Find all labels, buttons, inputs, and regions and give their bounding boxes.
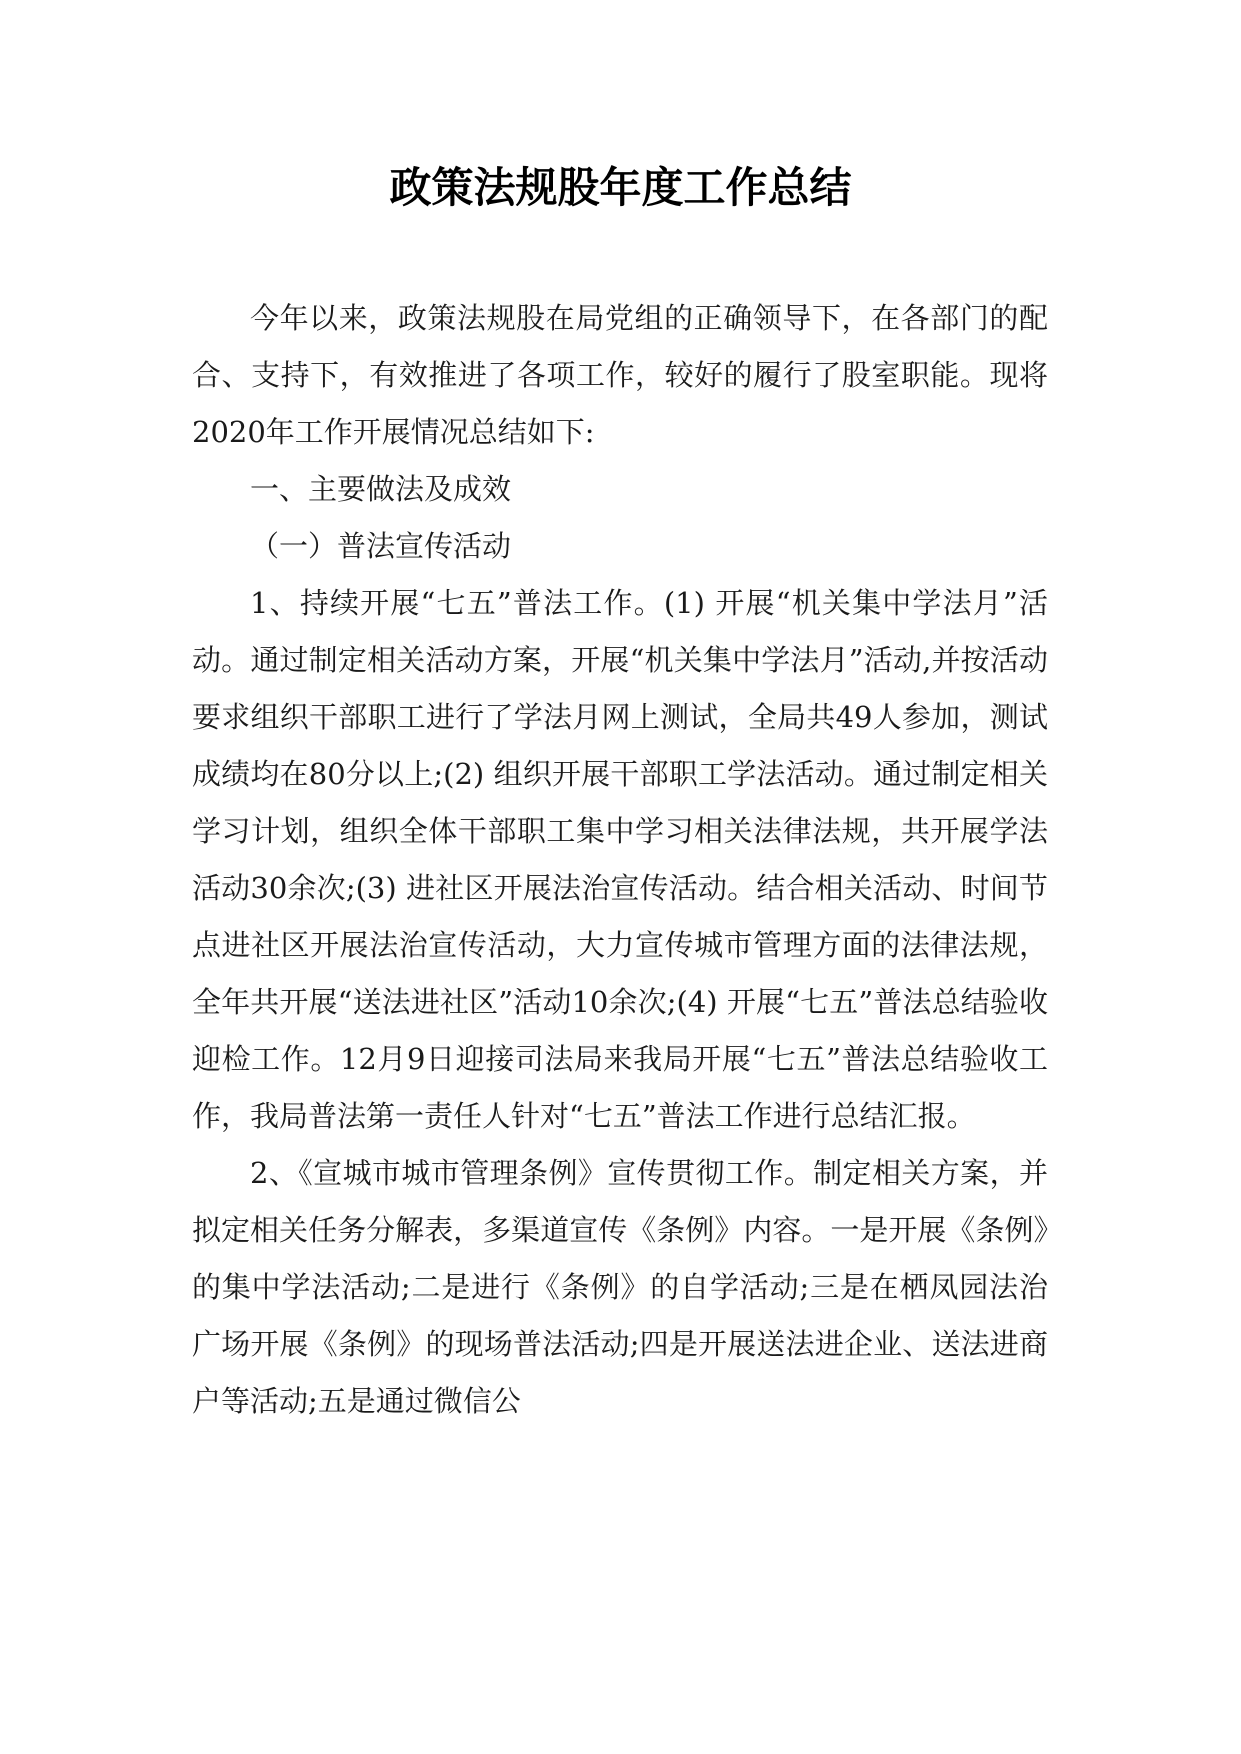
document-body (192, 290, 1048, 1430)
section-heading: 一、主要做法及成效 (250, 472, 512, 506)
body-paragraph: 1、持续开展“七五”普法工作。(1) 开展“机关集中学法月”活动。通过制定相关活动方案，开展“机关集中学法月”活动,并按活动要求组织干部职工进行了学法月网上测试，全局共49人参加，测试成绩均在80分以上;(2) 组织开展干部职工学法活动。通过制定相关学习计划，组织全体干部职工集中学习相关法律法规，共开展学法活动30余次;(3) 进社区开展法治宣传活动。结合相关活动、时间节点进社区开展法治宣传活动，大力宣传城市管理方面的法律法规，全年共开展“送法进社区”活动10余次;(4) 开展“七五”普法总结验收迎检工作。12月9日迎接司法局来我局开展“七五”普法总结验收工作，我局普法第一责任人针对“七五”普法工作进行总结汇报。 (192, 586, 1048, 1133)
document-title: 政策法规股年度工作总结 (389, 163, 852, 212)
subsection-heading: （一）普法宣传活动 (250, 529, 512, 563)
body-paragraph: 2、《宣城市城市管理条例》宣传贯彻工作。制定相关方案，并拟定相关任务分解表，多渠道宣传《条例》内容。一是开展《条例》的集中学法活动;二是进行《条例》的自学活动;三是在栖凤园法治广场开展《条例》的现场普法活动;四是开展送法进企业、送法进商户等活动;五是通过微信公 (192, 1156, 1048, 1418)
intro-paragraph: 今年以来，政策法规股在局党组的正确领导下，在各部门的配合、支持下，有效推进了各项工作，较好的履行了股室职能。现将2020年工作开展情况总结如下: (192, 301, 1048, 449)
